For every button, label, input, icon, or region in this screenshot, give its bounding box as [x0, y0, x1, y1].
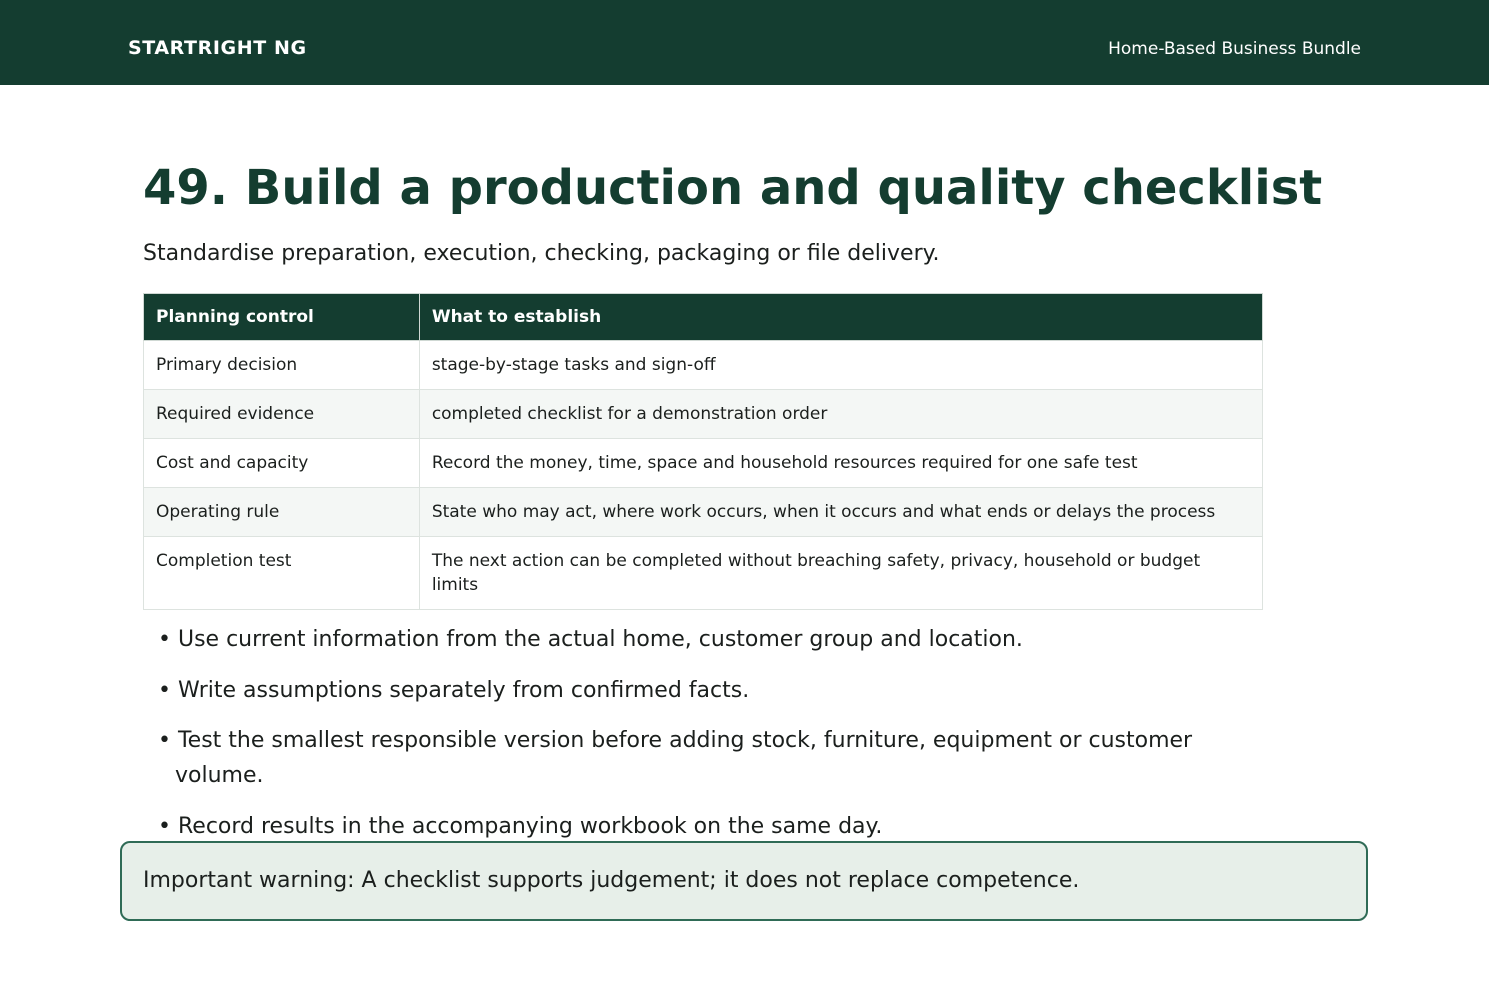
table-cell: Completion test — [144, 537, 420, 610]
table-header-row — [144, 294, 1263, 341]
bundle-name: Home-Based Business Bundle — [1108, 39, 1361, 59]
column-header: What to establish — [419, 294, 1262, 341]
table-row — [144, 439, 1263, 488]
table-cell: stage-by-stage tasks and sign-off — [419, 341, 1262, 390]
list-item — [158, 622, 1268, 657]
bullet-glyph: • — [158, 627, 171, 652]
planning-controls-table — [143, 293, 1263, 610]
list-item — [158, 723, 1268, 793]
bullet-glyph: • — [158, 728, 171, 753]
table-cell: The next action can be completed without breaching safety, privacy, household or budget limits — [419, 537, 1262, 610]
brand-name: STARTRIGHT NG — [128, 37, 307, 59]
table-cell: Operating rule — [144, 488, 420, 537]
list-item-text: Use current information from the actual home, customer group and location. — [177, 627, 1023, 652]
table-cell: Primary decision — [144, 341, 420, 390]
table-row — [144, 488, 1263, 537]
table-row — [144, 537, 1263, 610]
bullet-glyph: • — [158, 813, 171, 839]
table-cell: Required evidence — [144, 390, 420, 439]
top-bar — [0, 0, 1489, 85]
table-row — [144, 390, 1263, 439]
table-cell: completed checklist for a demonstration order — [419, 390, 1262, 439]
page-title: 49. Build a production and quality checklist — [143, 160, 1323, 216]
list-item — [158, 673, 1268, 708]
guidance-list — [158, 622, 1268, 859]
table-cell: Record the money, time, space and household resources required for one safe test — [419, 439, 1262, 488]
list-item-text: Write assumptions separately from confirmed facts. — [177, 677, 750, 703]
table-row — [144, 341, 1263, 390]
table-cell: Cost and capacity — [144, 439, 420, 488]
list-item — [158, 809, 1268, 844]
warning-callout: Important warning: A checklist supports judgement; it does not replace competence. — [120, 841, 1368, 921]
bullet-glyph: • — [158, 677, 171, 703]
list-item-text: Test the smallest responsible version before adding stock, furniture, equipment or customer volume. — [175, 728, 1193, 788]
page-subtitle: Standardise preparation, execution, checking, packaging or file delivery. — [143, 241, 940, 266]
list-item-text: Record results in the accompanying workbook on the same day. — [177, 813, 883, 839]
column-header: Planning control — [144, 294, 420, 341]
table-cell: State who may act, where work occurs, when it occurs and what ends or delays the process — [419, 488, 1262, 537]
